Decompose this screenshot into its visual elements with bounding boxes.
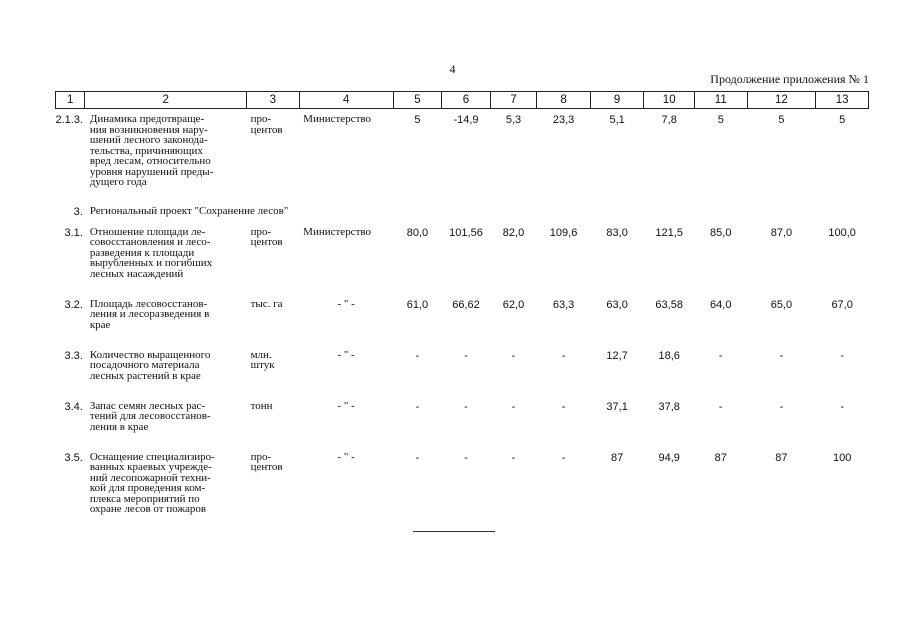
row-value: 63,3 [552,298,575,311]
row-value: 101,56 [449,226,483,239]
header-cell: 11 [694,92,747,109]
row-value: 63,0 [606,298,628,311]
row-indicator-name: Отношение площади ле- совосстановления и лесо- разведения к площади вырубленных и погибших лесных насаждений [89,225,213,280]
row-value: - [718,400,723,413]
header-cell: 12 [747,92,816,109]
row-code: 3.1. [64,226,83,239]
row-unit: про- центов [250,225,283,248]
row-indicator-name: Количество выращенного посадочного материала лесных растений в крае [89,348,211,382]
row-value: 12,7 [606,349,628,362]
table-row [56,109,869,206]
row-value: 82,0 [502,226,525,239]
row-code: 2.1.3. [55,114,84,126]
row-value: - [464,400,468,413]
row-value: - [561,349,566,362]
row-code: 3.4. [64,400,83,413]
row-value: - [511,451,516,464]
row-value: - [718,349,723,362]
row-value: - [511,349,516,362]
row-value: 85,0 [710,226,732,239]
table-row [56,452,869,522]
row-value: 87,0 [770,226,793,239]
row-value: 94,9 [658,451,680,464]
row-value: 5,1 [609,114,625,126]
header-cell: 6 [442,92,491,109]
row-code: 3.3. [64,349,83,362]
row-value: 37,1 [606,400,628,413]
row-responsible: - " - [337,348,355,361]
row-responsible: Министерство [303,225,371,238]
section-row [56,206,869,227]
row-indicator-name: Оснащение специализиро- ванных краевых учрежде- ний лесопожарной техни- кой для проведения ком- плекса мероприятий по охране лесов от пожаров [89,450,215,515]
row-value: 83,0 [606,226,628,239]
row-value: - [464,451,468,464]
row-indicator-name: Запас семян лесных рас- тений для лесовосстанов- ления в крае [89,399,211,433]
header-cell: 1 [56,92,85,109]
header-cell: 5 [393,92,442,109]
row-unit: про- центов [250,450,283,473]
end-separator-line [413,531,495,532]
row-value: 109,6 [549,226,578,239]
continuation-caption: Продолжение приложения № 1 [710,72,869,86]
row-value: - [779,349,784,362]
row-value: 66,62 [452,298,480,311]
row-value: 121,5 [655,226,683,239]
row-unit: про- центов [250,113,283,136]
row-responsible: - " - [337,297,355,310]
row-unit: тонн [250,399,273,412]
row-value: 61,0 [406,298,429,311]
table-row [56,227,869,299]
row-value: 23,3 [552,114,575,126]
row-value: 87 [775,451,788,464]
row-value: 100,0 [828,226,856,239]
row-value: 65,0 [770,298,793,311]
row-value: - [840,400,844,413]
row-value: 64,0 [710,298,732,311]
row-value: - [561,451,566,464]
row-indicator-name: Площадь лесовосстанов- ления и лесоразведения в крае [89,297,210,331]
header-cell: 8 [537,92,591,109]
row-value: 100 [832,451,852,464]
row-value: 80,0 [406,226,429,239]
row-value: 67,0 [831,298,853,311]
row-value: 18,6 [658,349,680,362]
table-row [56,350,869,401]
row-value: - [464,349,468,362]
row-value: 62,0 [502,298,525,311]
header-cell: 9 [590,92,644,109]
header-cell: 2 [85,92,247,109]
row-unit: млн. штук [250,348,275,371]
row-responsible: - " - [337,399,355,412]
row-value: 5 [778,114,785,126]
row-indicator-name: Динамика предотвраще- ния возникновения нару- шений лесного законода- тельства, причиняющих вред лесам, относительно уровня нарушений преды- дущего года [89,113,214,188]
header-cell: 7 [490,92,537,109]
header-cell: 10 [644,92,695,109]
row-value: 5 [717,114,724,126]
row-value: 37,8 [658,400,680,413]
row-responsible: Министерство [303,113,371,125]
table-row [56,299,869,350]
row-value: - [561,400,566,413]
row-value: 5,3 [505,114,522,126]
row-value: 7,8 [661,114,677,126]
row-value: - [415,349,420,362]
page-number: 4 [449,62,456,76]
header-cell: 3 [247,92,300,109]
header-cell: 13 [816,92,869,109]
row-value: 87 [611,451,624,464]
row-responsible: - " - [337,450,355,463]
row-code: 3.5. [64,451,83,464]
section-code: 3. [73,205,83,218]
row-value: - [415,451,420,464]
row-value: 63,58 [655,298,683,311]
row-value: - [779,400,784,413]
row-unit: тыс. га [250,297,283,310]
header-cell: 4 [299,92,393,109]
row-value: - [511,400,516,413]
row-code: 3.2. [64,298,83,311]
row-value: -14,9 [453,114,479,126]
row-value: 5 [839,114,846,126]
section-title: Региональный проект "Сохранение лесов" [89,204,289,217]
indicators-table [55,91,869,522]
row-value: - [840,349,844,362]
header-row [56,92,869,109]
row-value: - [415,400,420,413]
row-value: 87 [714,451,727,464]
row-value: 5 [414,114,421,126]
table-row [56,401,869,452]
